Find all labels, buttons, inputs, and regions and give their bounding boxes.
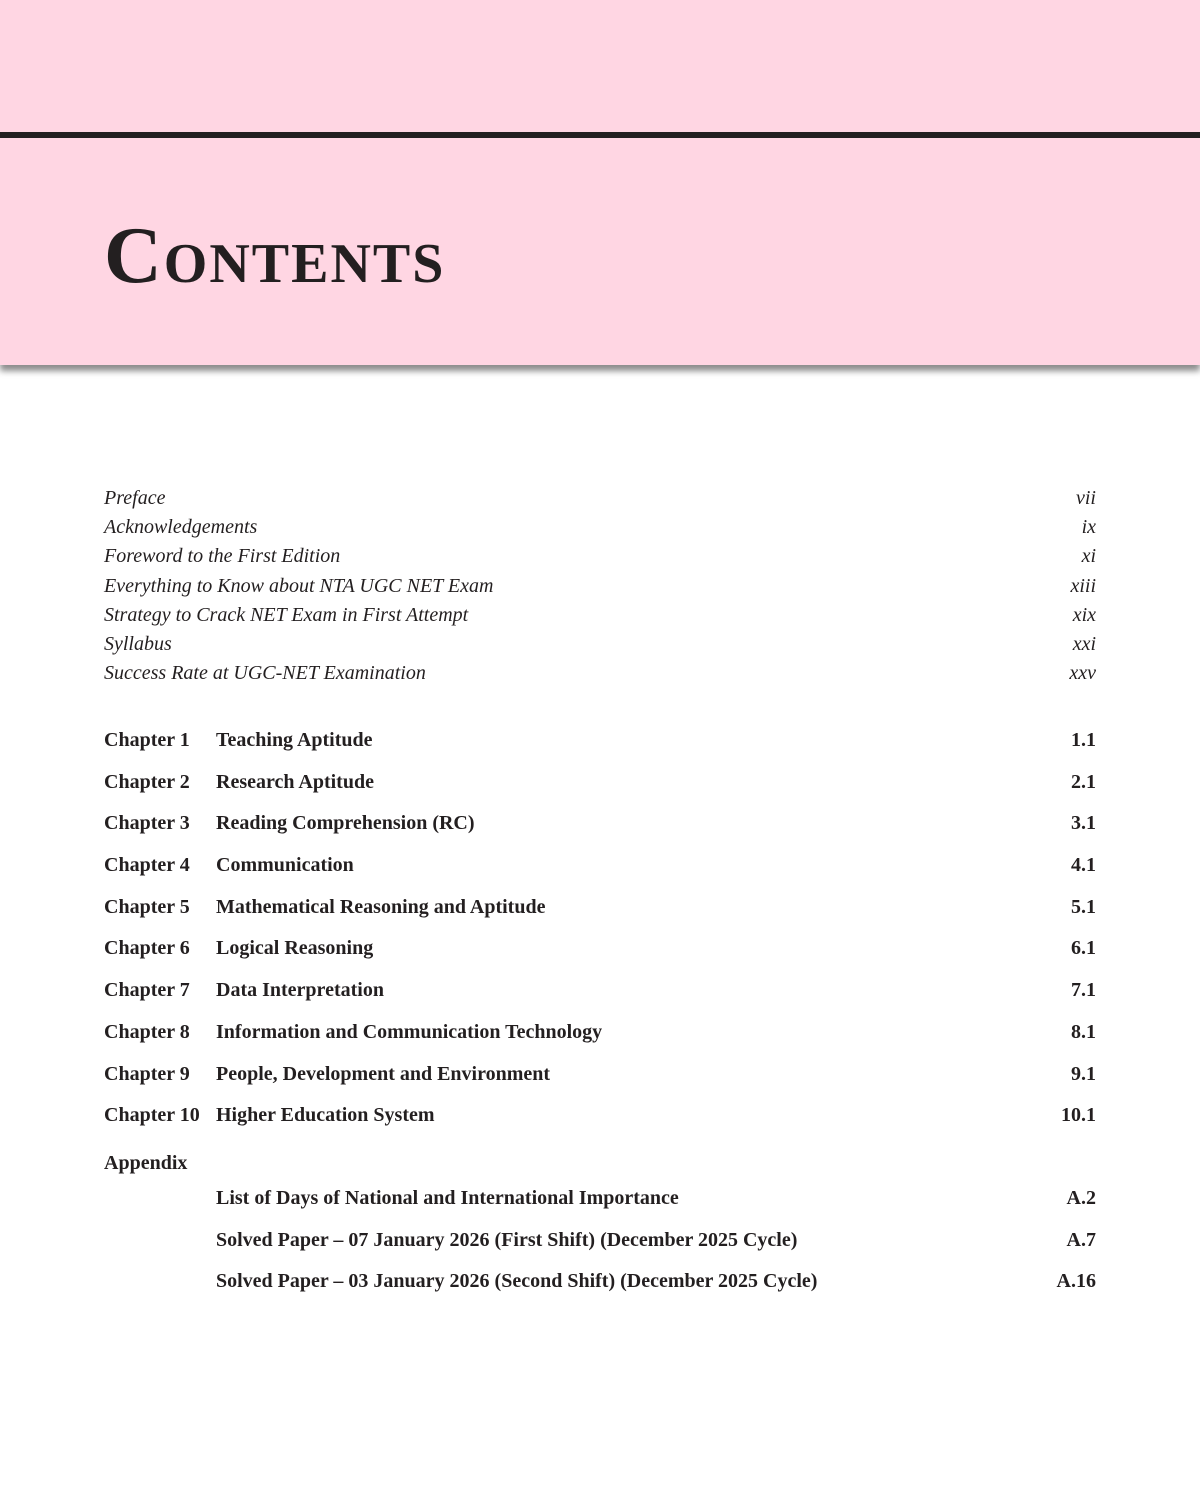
appendix-title: List of Days of National and International Importance: [216, 1187, 679, 1209]
front-matter-label: Everything to Know about NTA UGC NET Exam: [104, 574, 494, 597]
chapter-page: 9.1: [1071, 1062, 1096, 1085]
chapter-number: Chapter 9: [104, 1062, 190, 1085]
front-matter-page: xxv: [1069, 662, 1096, 685]
front-matter-label: Foreword to the First Edition: [104, 545, 341, 568]
chapter-title: Communication: [216, 854, 354, 877]
front-matter-page: xiii: [1070, 574, 1096, 597]
chapter-title: Information and Communication Technology: [216, 1020, 603, 1043]
chapter-title: People, Development and Environment: [216, 1062, 551, 1085]
front-matter-label: Syllabus: [104, 632, 172, 655]
chapter-page: 2.1: [1071, 770, 1096, 793]
front-matter-item-preface[interactable]: [104, 484, 1096, 513]
chapter-number: Chapter 6: [104, 937, 190, 960]
chapter-entry-3[interactable]: [104, 803, 1096, 845]
chapter-title: Teaching Aptitude: [216, 729, 373, 751]
chapter-number: Chapter 10: [104, 1104, 200, 1127]
chapter-page: 5.1: [1071, 895, 1096, 918]
appendix-entry-days[interactable]: [216, 1178, 1096, 1220]
appendix-page: A.7: [1066, 1228, 1096, 1251]
chapter-title: Higher Education System: [216, 1104, 435, 1127]
front-matter-page: xi: [1081, 545, 1096, 568]
chapter-entry-8[interactable]: [104, 1012, 1096, 1054]
front-matter-item-success-rate[interactable]: [104, 659, 1096, 688]
chapter-page: 6.1: [1071, 937, 1096, 960]
front-matter-label: Success Rate at UGC-NET Examination: [104, 662, 426, 685]
chapter-entry-7[interactable]: [104, 970, 1096, 1012]
chapter-number: Chapter 5: [104, 895, 190, 918]
chapter-page: 3.1: [1071, 812, 1096, 835]
chapter-page: 4.1: [1071, 854, 1096, 877]
chapter-number: Chapter 8: [104, 1020, 190, 1043]
chapter-entry-9[interactable]: [104, 1054, 1096, 1096]
front-matter-page: xxi: [1072, 632, 1096, 655]
chapter-page: 10.1: [1061, 1104, 1096, 1127]
appendix-page: A.2: [1066, 1187, 1096, 1209]
front-matter-item-acknowledgements[interactable]: [104, 513, 1096, 542]
chapter-list: [104, 720, 1096, 1137]
chapter-number: Chapter 7: [104, 979, 190, 1002]
front-matter-label: Preface: [104, 487, 166, 509]
chapter-title: Research Aptitude: [216, 770, 374, 793]
appendix-title: Solved Paper – 03 January 2026 (Second Shift) (December 2025 Cycle): [216, 1270, 818, 1293]
chapter-number: Chapter 2: [104, 770, 190, 793]
front-matter-item-syllabus[interactable]: [104, 630, 1096, 659]
appendix-entry-solved-paper-first-shift[interactable]: [216, 1220, 1096, 1262]
front-matter-page: xix: [1072, 603, 1096, 626]
chapter-number: Chapter 4: [104, 854, 190, 877]
front-matter-item-exam-info[interactable]: [104, 572, 1096, 601]
chapter-entry-10[interactable]: [104, 1095, 1096, 1137]
chapter-number: Chapter 3: [104, 812, 190, 835]
appendix-list: [216, 1178, 1096, 1303]
chapter-title: Reading Comprehension (RC): [216, 812, 475, 835]
chapter-entry-4[interactable]: [104, 845, 1096, 887]
chapter-page: 7.1: [1071, 979, 1096, 1002]
appendix-entry-solved-paper-second-shift[interactable]: [216, 1261, 1096, 1303]
appendix-heading: Appendix: [104, 1152, 188, 1174]
chapter-entry-5[interactable]: [104, 887, 1096, 929]
appendix-page: A.16: [1056, 1270, 1096, 1293]
chapter-entry-1[interactable]: [104, 720, 1096, 762]
front-matter-label: Acknowledgements: [104, 516, 258, 539]
chapter-page: 8.1: [1071, 1020, 1096, 1043]
chapter-entry-2[interactable]: [104, 762, 1096, 804]
header-rule: [0, 132, 1200, 138]
chapter-title: Mathematical Reasoning and Aptitude: [216, 895, 546, 918]
front-matter-page: ix: [1081, 516, 1096, 539]
chapter-number: Chapter 1: [104, 729, 190, 751]
chapter-title: Logical Reasoning: [216, 937, 374, 960]
header-band: [0, 0, 1200, 365]
front-matter-item-foreword[interactable]: [104, 542, 1096, 571]
front-matter-item-strategy[interactable]: [104, 601, 1096, 630]
appendix-title: Solved Paper – 07 January 2026 (First Shift) (December 2025 Cycle): [216, 1228, 798, 1251]
page-title: Contents: [104, 212, 446, 300]
chapter-page: 1.1: [1071, 729, 1096, 751]
front-matter-page: vii: [1076, 487, 1096, 509]
front-matter-label: Strategy to Crack NET Exam in First Attempt: [104, 603, 469, 626]
chapter-title: Data Interpretation: [216, 979, 384, 1002]
chapter-entry-6[interactable]: [104, 928, 1096, 970]
front-matter-list: [104, 484, 1096, 688]
